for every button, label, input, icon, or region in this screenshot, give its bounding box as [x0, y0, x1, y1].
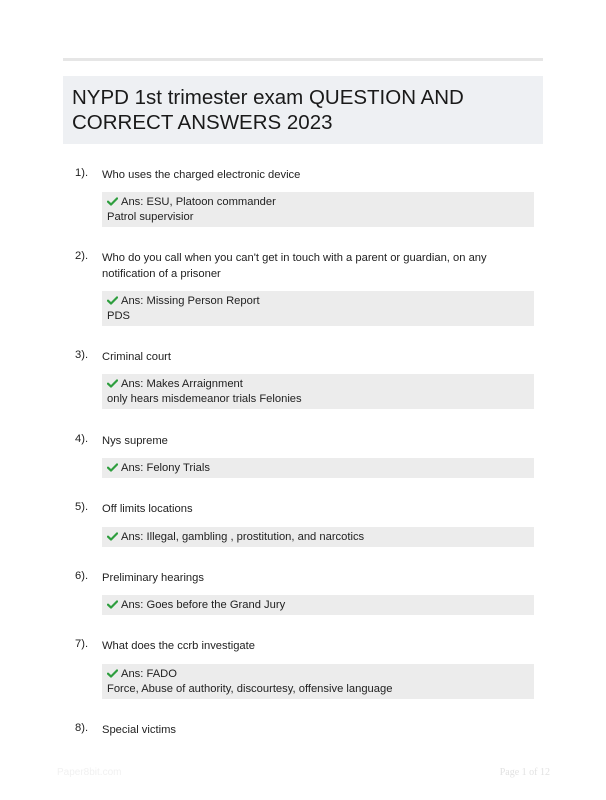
checkmark-icon — [107, 197, 118, 206]
question-number: 2). — [75, 250, 89, 262]
question-text: Criminal court — [102, 351, 172, 363]
answer-box — [102, 595, 534, 615]
question-number: 6). — [75, 570, 89, 582]
answer-text: Ans: Makes Arraignment — [121, 378, 243, 390]
question-number: 1). — [75, 167, 89, 179]
answer-text: Ans: Felony Trials — [121, 462, 210, 474]
checkmark-icon — [107, 463, 118, 472]
question-text: What does the ccrb investigate — [102, 640, 255, 652]
question-text: Off limits locations — [102, 503, 193, 515]
question-number: 7). — [75, 638, 89, 650]
answer-box — [102, 291, 534, 326]
footer-watermark: Paper8bit.com — [57, 767, 122, 778]
answer-extra: Patrol supervisior — [107, 211, 194, 223]
answer-text: Ans: Illegal, gambling , prostitution, and narcotics — [121, 531, 365, 543]
question-number: 4). — [75, 433, 89, 445]
question-number: 5). — [75, 501, 89, 513]
answer-box — [102, 458, 534, 478]
answer-text: Ans: Missing Person Report — [121, 295, 260, 307]
answer-box — [102, 527, 534, 547]
answer-extra: PDS — [107, 310, 131, 322]
answer-text: Ans: FADO — [121, 668, 177, 680]
checkmark-icon — [107, 600, 118, 609]
answer-box — [102, 664, 534, 699]
question-text: Nys supreme — [102, 435, 168, 447]
answer-extra: only hears misdemeanor trials Felonies — [107, 393, 302, 405]
checkmark-icon — [107, 532, 118, 541]
checkmark-icon — [107, 379, 118, 388]
checkmark-icon — [107, 296, 118, 305]
answer-box — [102, 374, 534, 409]
question-text: Preliminary hearings — [102, 572, 204, 584]
question-text: Special victims — [102, 724, 176, 736]
answer-text: Ans: ESU, Platoon commander — [121, 196, 276, 208]
question-number: 3). — [75, 349, 89, 361]
checkmark-icon — [107, 669, 118, 678]
answer-extra: Force, Abuse of authority, discourtesy, offensive language — [107, 683, 393, 695]
answer-text: Ans: Goes before the Grand Jury — [121, 599, 286, 611]
page-title: NYPD 1st trimester exam QUESTION AND CORRECT ANSWERS 2023 — [72, 86, 464, 134]
question-number: 8). — [75, 722, 89, 734]
page-indicator: Page 1 of 12 — [499, 767, 550, 778]
question-text: Who do you call when you can't get in touch with a parent or guardian, on any notification of a prisoner — [102, 252, 487, 280]
answer-box — [102, 192, 534, 227]
question-text: Who uses the charged electronic device — [102, 169, 301, 181]
